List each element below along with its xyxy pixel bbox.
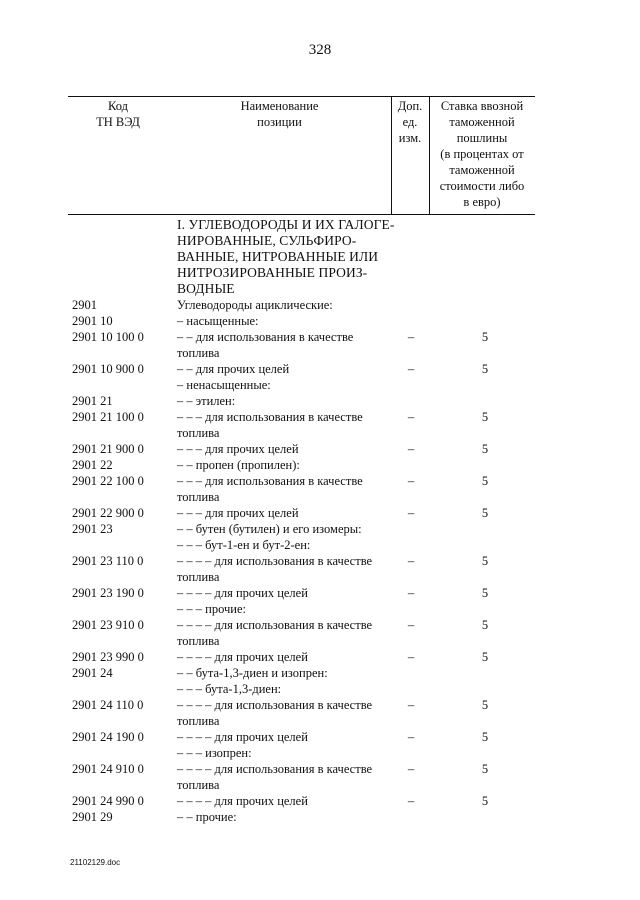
tariff-code: 2901 23 bbox=[72, 522, 113, 536]
tariff-code: 2901 24 110 0 bbox=[72, 698, 144, 712]
tariff-code: 2901 23 110 0 bbox=[72, 554, 144, 568]
table-row bbox=[0, 473, 640, 505]
table-row bbox=[0, 585, 640, 601]
tariff-code: 2901 24 bbox=[72, 666, 113, 680]
additional-unit: – bbox=[407, 586, 415, 600]
duty-rate: 5 bbox=[481, 618, 489, 632]
tariff-code: 2901 29 bbox=[72, 810, 113, 824]
position-name: – – – бут-1-ен и бут-2-ен: bbox=[177, 538, 311, 552]
duty-rate: 5 bbox=[481, 362, 489, 376]
document-filename: 21102129.doc bbox=[70, 858, 121, 867]
additional-unit: – bbox=[407, 762, 415, 776]
additional-unit: – bbox=[407, 698, 415, 712]
position-name: – – для прочих целей bbox=[177, 362, 290, 376]
tariff-code: 2901 bbox=[72, 298, 97, 312]
table-row bbox=[0, 617, 640, 649]
position-name: – – – – для использования в качестве топлива bbox=[177, 618, 373, 648]
tariff-code: 2901 23 190 0 bbox=[72, 586, 144, 600]
column-header-unit: Доп. ед. изм. bbox=[397, 99, 423, 145]
table-row bbox=[0, 505, 640, 521]
duty-rate: 5 bbox=[481, 474, 489, 488]
position-name: – – бутен (бутилен) и его изомеры: bbox=[177, 522, 362, 536]
position-name: – – – бута-1,3-диен: bbox=[177, 682, 282, 696]
additional-unit: – bbox=[407, 362, 415, 376]
tariff-code: 2901 24 990 0 bbox=[72, 794, 144, 808]
table-row bbox=[0, 361, 640, 377]
page-number: 328 bbox=[308, 42, 332, 58]
duty-rate: 5 bbox=[481, 730, 489, 744]
position-name: – – этилен: bbox=[177, 394, 236, 408]
additional-unit: – bbox=[407, 730, 415, 744]
additional-unit: – bbox=[407, 650, 415, 664]
table-row bbox=[0, 297, 640, 313]
tariff-code: 2901 22 100 0 bbox=[72, 474, 144, 488]
duty-rate: 5 bbox=[481, 650, 489, 664]
tariff-code: 2901 22 bbox=[72, 458, 113, 472]
position-name: Углеводороды ациклические: bbox=[177, 298, 333, 312]
tariff-code: 2901 21 900 0 bbox=[72, 442, 144, 456]
tariff-code: 2901 24 910 0 bbox=[72, 762, 144, 776]
position-name: – – – – для прочих целей bbox=[177, 730, 308, 744]
position-name: – – – для использования в качестве топлива bbox=[177, 410, 363, 440]
position-name: – – – – для использования в качестве топлива bbox=[177, 554, 373, 584]
column-header-name: Наименование позиции bbox=[240, 99, 319, 129]
table-row bbox=[0, 441, 640, 457]
table-row bbox=[0, 521, 640, 537]
table-row bbox=[0, 601, 640, 617]
table-row bbox=[0, 377, 640, 393]
position-name: – – – – для использования в качестве топлива bbox=[177, 762, 373, 792]
position-name: – – – изопрен: bbox=[177, 746, 252, 760]
tariff-code: 2901 24 190 0 bbox=[72, 730, 144, 744]
table-row bbox=[0, 409, 640, 441]
column-header-code: Код ТН ВЭД bbox=[96, 99, 140, 129]
additional-unit: – bbox=[407, 410, 415, 424]
position-name: – – – – для прочих целей bbox=[177, 650, 308, 664]
additional-unit: – bbox=[407, 794, 415, 808]
position-name: – – – – для прочих целей bbox=[177, 794, 308, 808]
additional-unit: – bbox=[407, 474, 415, 488]
duty-rate: 5 bbox=[481, 762, 489, 776]
position-name: – – бута-1,3-диен и изопрен: bbox=[177, 666, 328, 680]
additional-unit: – bbox=[407, 330, 415, 344]
table-row bbox=[0, 745, 640, 761]
position-name: – – – – для использования в качестве топлива bbox=[177, 698, 373, 728]
table-row bbox=[0, 329, 640, 361]
column-header-rate: Ставка ввозной таможенной пошлины (в процентах от таможенной стоимости либо в евро) bbox=[439, 99, 525, 209]
section-title: I. УГЛЕВОДОРОДЫ И ИХ ГАЛОГЕ- НИРОВАННЫЕ, СУЛЬФИРО- ВАННЫЕ, НИТРОВАННЫЕ ИЛИ НИТРОЗИРОВАННЫЕ ПРОИЗ- ВОДНЫЕ bbox=[177, 217, 395, 296]
duty-rate: 5 bbox=[481, 330, 489, 344]
additional-unit: – bbox=[407, 554, 415, 568]
tariff-code: 2901 22 900 0 bbox=[72, 506, 144, 520]
additional-unit: – bbox=[407, 618, 415, 632]
duty-rate: 5 bbox=[481, 506, 489, 520]
tariff-code: 2901 10 100 0 bbox=[72, 330, 144, 344]
position-name: – – – прочие: bbox=[177, 602, 246, 616]
table-row bbox=[0, 649, 640, 665]
tariff-code: 2901 21 bbox=[72, 394, 113, 408]
duty-rate: 5 bbox=[481, 410, 489, 424]
duty-rate: 5 bbox=[481, 442, 489, 456]
tariff-code: 2901 10 900 0 bbox=[72, 362, 144, 376]
position-name: – насыщенные: bbox=[177, 314, 259, 328]
position-name: – – – для использования в качестве топлива bbox=[177, 474, 363, 504]
table-row bbox=[0, 457, 640, 473]
table-row bbox=[0, 793, 640, 809]
tariff-code: 2901 10 bbox=[72, 314, 113, 328]
table-row bbox=[0, 729, 640, 745]
tariff-code: 2901 23 910 0 bbox=[72, 618, 144, 632]
table-row bbox=[0, 537, 640, 553]
table-row bbox=[0, 761, 640, 793]
position-name: – – – для прочих целей bbox=[177, 506, 299, 520]
position-name: – ненасыщенные: bbox=[177, 378, 271, 392]
duty-rate: 5 bbox=[481, 698, 489, 712]
duty-rate: 5 bbox=[481, 586, 489, 600]
tariff-code: 2901 21 100 0 bbox=[72, 410, 144, 424]
position-name: – – пропен (пропилен): bbox=[177, 458, 300, 472]
tariff-code: 2901 23 990 0 bbox=[72, 650, 144, 664]
table-row bbox=[0, 393, 640, 409]
table-header-bottom-rule bbox=[68, 214, 535, 215]
position-name: – – для использования в качестве топлива bbox=[177, 330, 354, 360]
table-row bbox=[0, 553, 640, 585]
duty-rate: 5 bbox=[481, 554, 489, 568]
table-row bbox=[0, 313, 640, 329]
tariff-table-body bbox=[0, 297, 640, 825]
table-row bbox=[0, 665, 640, 681]
position-name: – – – для прочих целей bbox=[177, 442, 299, 456]
table-row bbox=[0, 697, 640, 729]
table-header-top-rule bbox=[68, 96, 535, 97]
additional-unit: – bbox=[407, 506, 415, 520]
position-name: – – прочие: bbox=[177, 810, 237, 824]
table-row bbox=[0, 681, 640, 697]
position-name: – – – – для прочих целей bbox=[177, 586, 308, 600]
table-row bbox=[0, 809, 640, 825]
duty-rate: 5 bbox=[481, 794, 489, 808]
additional-unit: – bbox=[407, 442, 415, 456]
